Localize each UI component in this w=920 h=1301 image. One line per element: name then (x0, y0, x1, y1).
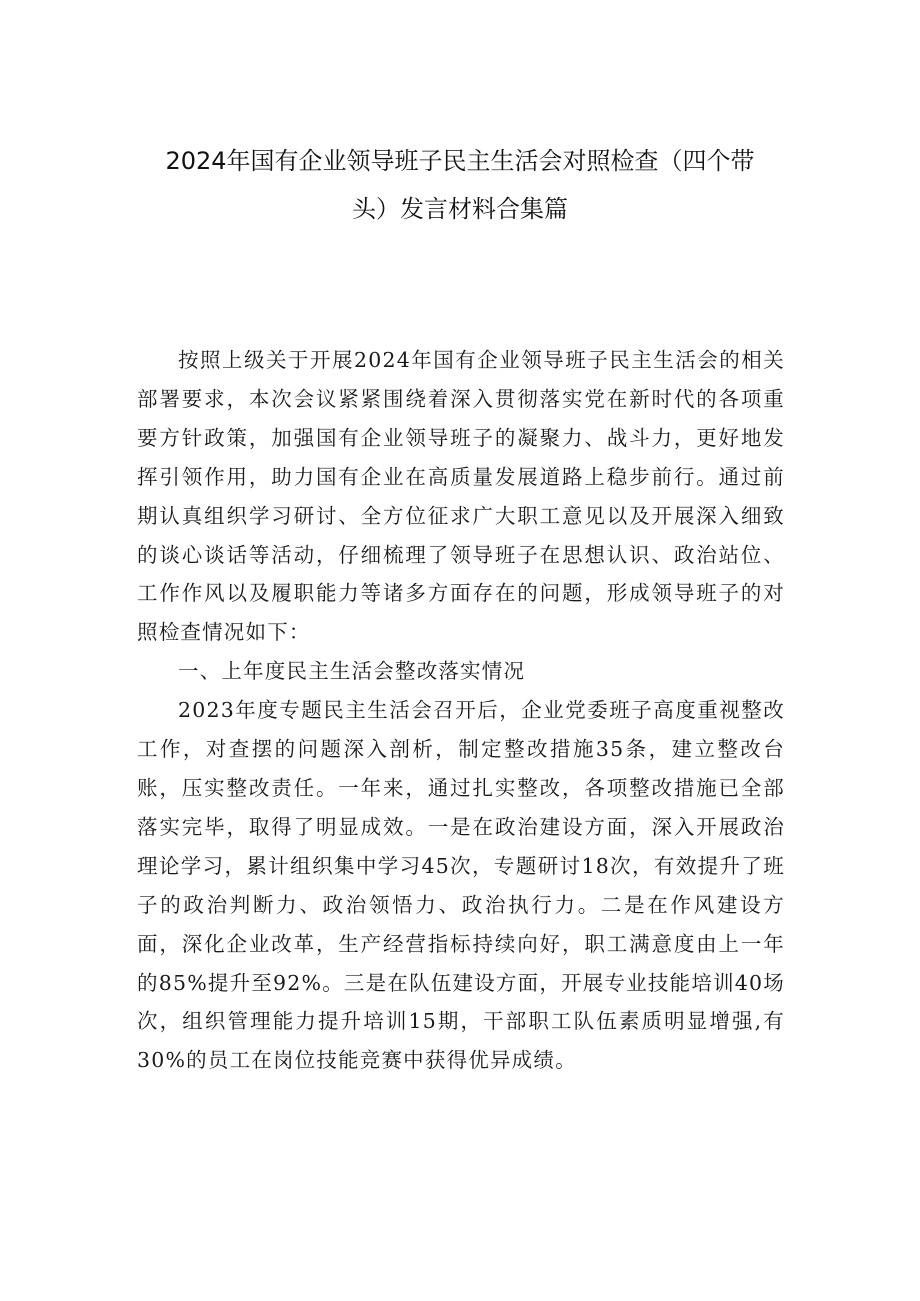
title-line-1: 2024年国有企业领导班子民主生活会对照检查（四个带 (165, 147, 755, 175)
document-body (137, 341, 785, 1080)
title-line-2: 头）发言材料合集篇 (352, 195, 568, 223)
section-heading-1: 一、上年度民主生活会整改落实情况 (178, 659, 526, 684)
intro-paragraph: 按照上级关于开展2024年国有企业领导班子民主生活会的相关部署要求，本次会议紧紧围绕着深入贯彻落实党在新时代的各项重要方针政策，加强国有企业领导班子的凝聚力、战斗力，更好地发挥引领作用，助力国有企业在高质量发展道路上稳步前行。通过前期认真组织学习研讨、全方位征求广大职工意见以及开展深入细致的谈心谈话等活动，仔细梳理了领导班子在思想认识、政治站位、工作作风以及履职能力等诸多方面存在的问题，形成领导班子的对照检查情况如下： (137, 348, 785, 645)
document-title (130, 137, 790, 233)
rectification-paragraph: 2023年度专题民主生活会召开后，企业党委班子高度重视整改工作，对查摆的问题深入剖析，制定整改措施35条，建立整改台账，压实整改责任。一年来，通过扎实整改，各项整改措施已全部落实完毕，取得了明显成效。一是在政治建设方面，深入开展政治理论学习，累计组织集中学习45次，专题研讨18次，有效提升了班子的政治判断力、政治领悟力、政治执行力。二是在作风建设方面，深化企业改革，生产经营指标持续向好，职工满意度由上一年的85%提升至92%。三是在队伍建设方面，开展专业技能培训40场次，组织管理能力提升培训15期，干部职工队伍素质明显增强,有30%的员工在岗位技能竞赛中获得优异成绩。 (137, 698, 785, 1073)
